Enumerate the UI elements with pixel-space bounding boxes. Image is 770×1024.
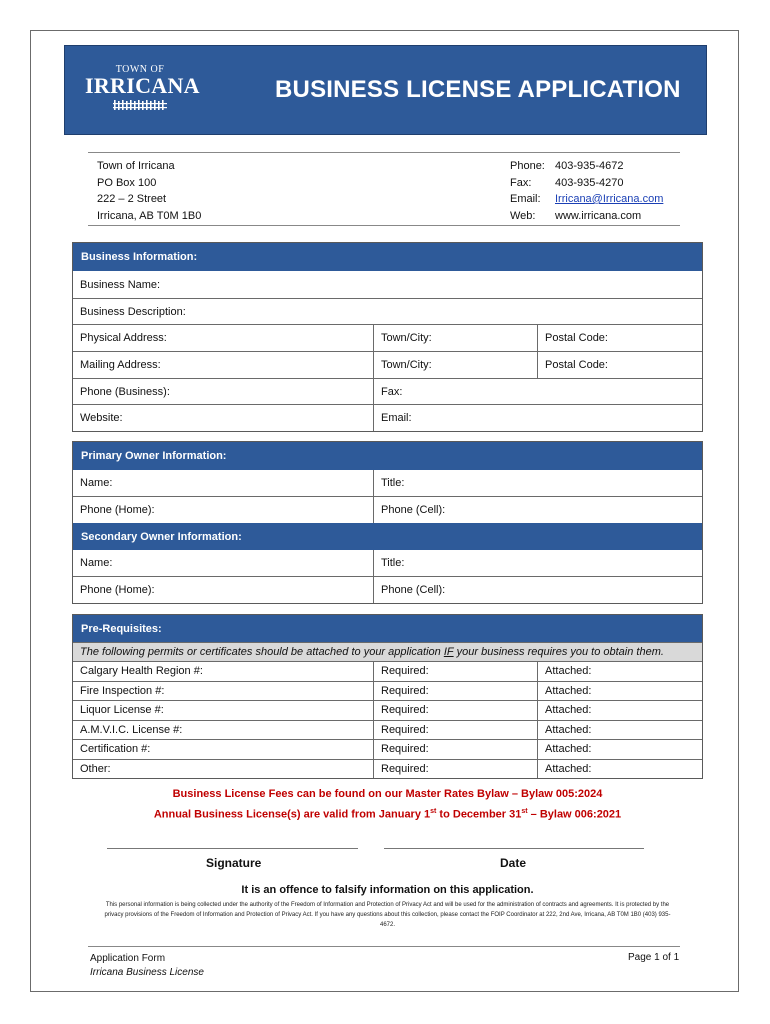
prerequisites-heading: Pre-Requisites: [73,615,702,642]
contact-top-rule [88,152,680,153]
secondary-owner-heading: Secondary Owner Information: [73,523,702,550]
prerequisite-item-label[interactable]: Calgary Health Region #: [80,665,203,678]
prerequisite-item-label[interactable]: A.M.V.I.C. License #: [80,723,183,736]
address-line-4: Irricana, AB T0M 1B0 [97,209,202,222]
prerequisite-required-field[interactable]: Required: [373,721,537,740]
physical-postal-field[interactable]: Postal Code: [537,325,702,351]
privacy-notice: This personal information is being collected under the authority of the Freedom of Information and Protection of Privacy Act and will be used for the administration of contracts and agreements. It is protected by the privacy provisions of the Freedom of Information and Protection of Privacy Act. If you have any questions about this collection, please contact the FOIP Coordinator at 222, 2nd Ave, Irricana, AB T0M 1B0 (403) 935-4672. [104,902,671,928]
fee-line2-b: to December 31 [436,808,522,821]
prerequisite-item-label[interactable]: Certification #: [80,743,151,756]
prerequisite-row [73,661,702,681]
prerequisite-row [73,720,702,740]
prerequisite-attached-field[interactable]: Attached: [537,701,702,720]
physical-town-field[interactable]: Town/City: [373,325,537,351]
footer-left [90,952,204,980]
fax-label: Fax: [510,176,532,189]
fence-icon [113,100,167,110]
prerequisite-required-field[interactable]: Required: [373,682,537,701]
mailing-town-field[interactable]: Town/City: [373,352,537,378]
prerequisite-item-label[interactable]: Other: [80,762,111,775]
mailing-address-field[interactable]: Mailing Address: [80,359,161,371]
prerequisite-attached-field[interactable]: Attached: [537,662,702,681]
business-information-heading: Business Information: [73,243,702,271]
business-email-field[interactable]: Email: [373,405,702,431]
prerequisites-note-a: The following permits or certificates should be attached to your application [80,646,444,658]
primary-owner-cell-phone-field[interactable]: Phone (Cell): [373,497,702,523]
business-name-row[interactable] [73,271,702,298]
email-link[interactable]: Irricana@Irricana.com [555,193,664,205]
page-number: Page 1 of 1 [628,952,680,963]
address-line-1: Town of Irricana [97,160,175,172]
prerequisites-note [73,642,702,661]
phone-label: Phone: [510,160,545,172]
primary-owner-name-row [73,470,702,496]
town-address [97,158,201,224]
secondary-owner-name-field[interactable]: Name: [80,557,113,569]
address-line-3: 222 – 2 Street [97,193,167,205]
owner-information-section [72,441,703,604]
prerequisite-attached-field[interactable]: Attached: [537,682,702,701]
business-name-label: Business Name: [80,278,161,291]
business-information-section [72,242,703,432]
mailing-postal-field[interactable]: Postal Code: [537,352,702,378]
fee-line2-a: Annual Business License(s) are valid from January 1 [153,808,431,821]
fax-value: 403-935-4270 [555,176,624,189]
business-phone-row [73,378,702,404]
primary-owner-phone-row [73,496,702,523]
prerequisite-required-field[interactable]: Required: [373,701,537,720]
logo-town-text: TOWN OF [115,64,165,75]
footer-form-subtitle: Irricana Business License [90,967,204,978]
primary-owner-home-phone-field[interactable]: Phone (Home): [80,504,155,516]
secondary-owner-title-field[interactable]: Title: [373,550,702,576]
fee-notice-line-1: Business License Fees can be found on our Master Rates Bylaw – Bylaw 005:2024 [172,788,603,800]
prerequisite-required-field[interactable]: Required: [373,662,537,681]
prerequisites-note-if: IF [443,646,454,658]
date-line[interactable] [384,848,644,849]
business-fax-field[interactable]: Fax: [373,379,702,404]
prerequisite-row [73,739,702,759]
fee-line2-c: – Bylaw 006:2021 [527,808,622,821]
primary-owner-name-field[interactable]: Name: [80,477,113,489]
title-banner [64,45,707,135]
prerequisite-item-label[interactable]: Liquor License #: [80,704,164,717]
business-description-row[interactable] [73,298,702,324]
logo-name-text: IRRICANA [85,73,200,98]
prerequisite-attached-field[interactable]: Attached: [537,721,702,740]
business-website-row [73,404,702,431]
primary-owner-heading: Primary Owner Information: [73,442,702,470]
signature-label: Signature [206,856,262,870]
physical-address-field[interactable]: Physical Address: [80,332,167,344]
prerequisites-rows [73,661,702,778]
business-description-label: Business Description: [80,305,186,318]
secondary-owner-home-phone-field[interactable]: Phone (Home): [80,584,155,596]
offence-warning: It is an offence to falsify information on this application. [241,884,534,896]
contact-bottom-rule [88,225,680,226]
secondary-owner-cell-phone-field[interactable]: Phone (Cell): [373,577,702,603]
web-value[interactable]: www.irricana.com [555,209,642,222]
page-title: BUSINESS LICENSE APPLICATION [275,76,681,103]
primary-owner-title-field[interactable]: Title: [373,470,702,496]
prerequisite-required-field[interactable]: Required: [373,740,537,759]
date-label: Date [500,856,527,870]
business-website-field[interactable]: Website: [80,412,123,424]
phone-value: 403-935-4672 [555,160,624,172]
prerequisite-attached-field[interactable]: Attached: [537,740,702,759]
prerequisites-note-b: your business requires you to obtain them. [453,646,664,658]
prerequisite-attached-field[interactable]: Attached: [537,760,702,779]
fee-line2-sup2: st [521,808,528,815]
footer-rule [88,946,680,947]
physical-address-row [73,324,702,351]
prerequisite-required-field[interactable]: Required: [373,760,537,779]
prerequisite-row [73,759,702,779]
prerequisite-item-label[interactable]: Fire Inspection #: [80,684,165,697]
fee-notice-line-2 [72,803,703,824]
town-logo [85,64,200,122]
fee-notice [72,786,703,824]
address-line-2: PO Box 100 [97,176,157,189]
footer-form-name: Application Form [90,953,166,964]
secondary-owner-phone-row [73,576,702,603]
email-label: Email: [510,193,541,205]
prerequisites-section [72,614,703,779]
fee-line2-sup1: st [430,808,437,815]
prerequisite-row [73,700,702,720]
prerequisite-row [73,681,702,701]
mailing-address-row [73,351,702,378]
business-phone-field[interactable]: Phone (Business): [80,385,170,398]
secondary-owner-name-row [73,550,702,576]
signature-line[interactable] [107,848,358,849]
web-label: Web: [510,209,536,222]
town-contact [510,158,663,224]
